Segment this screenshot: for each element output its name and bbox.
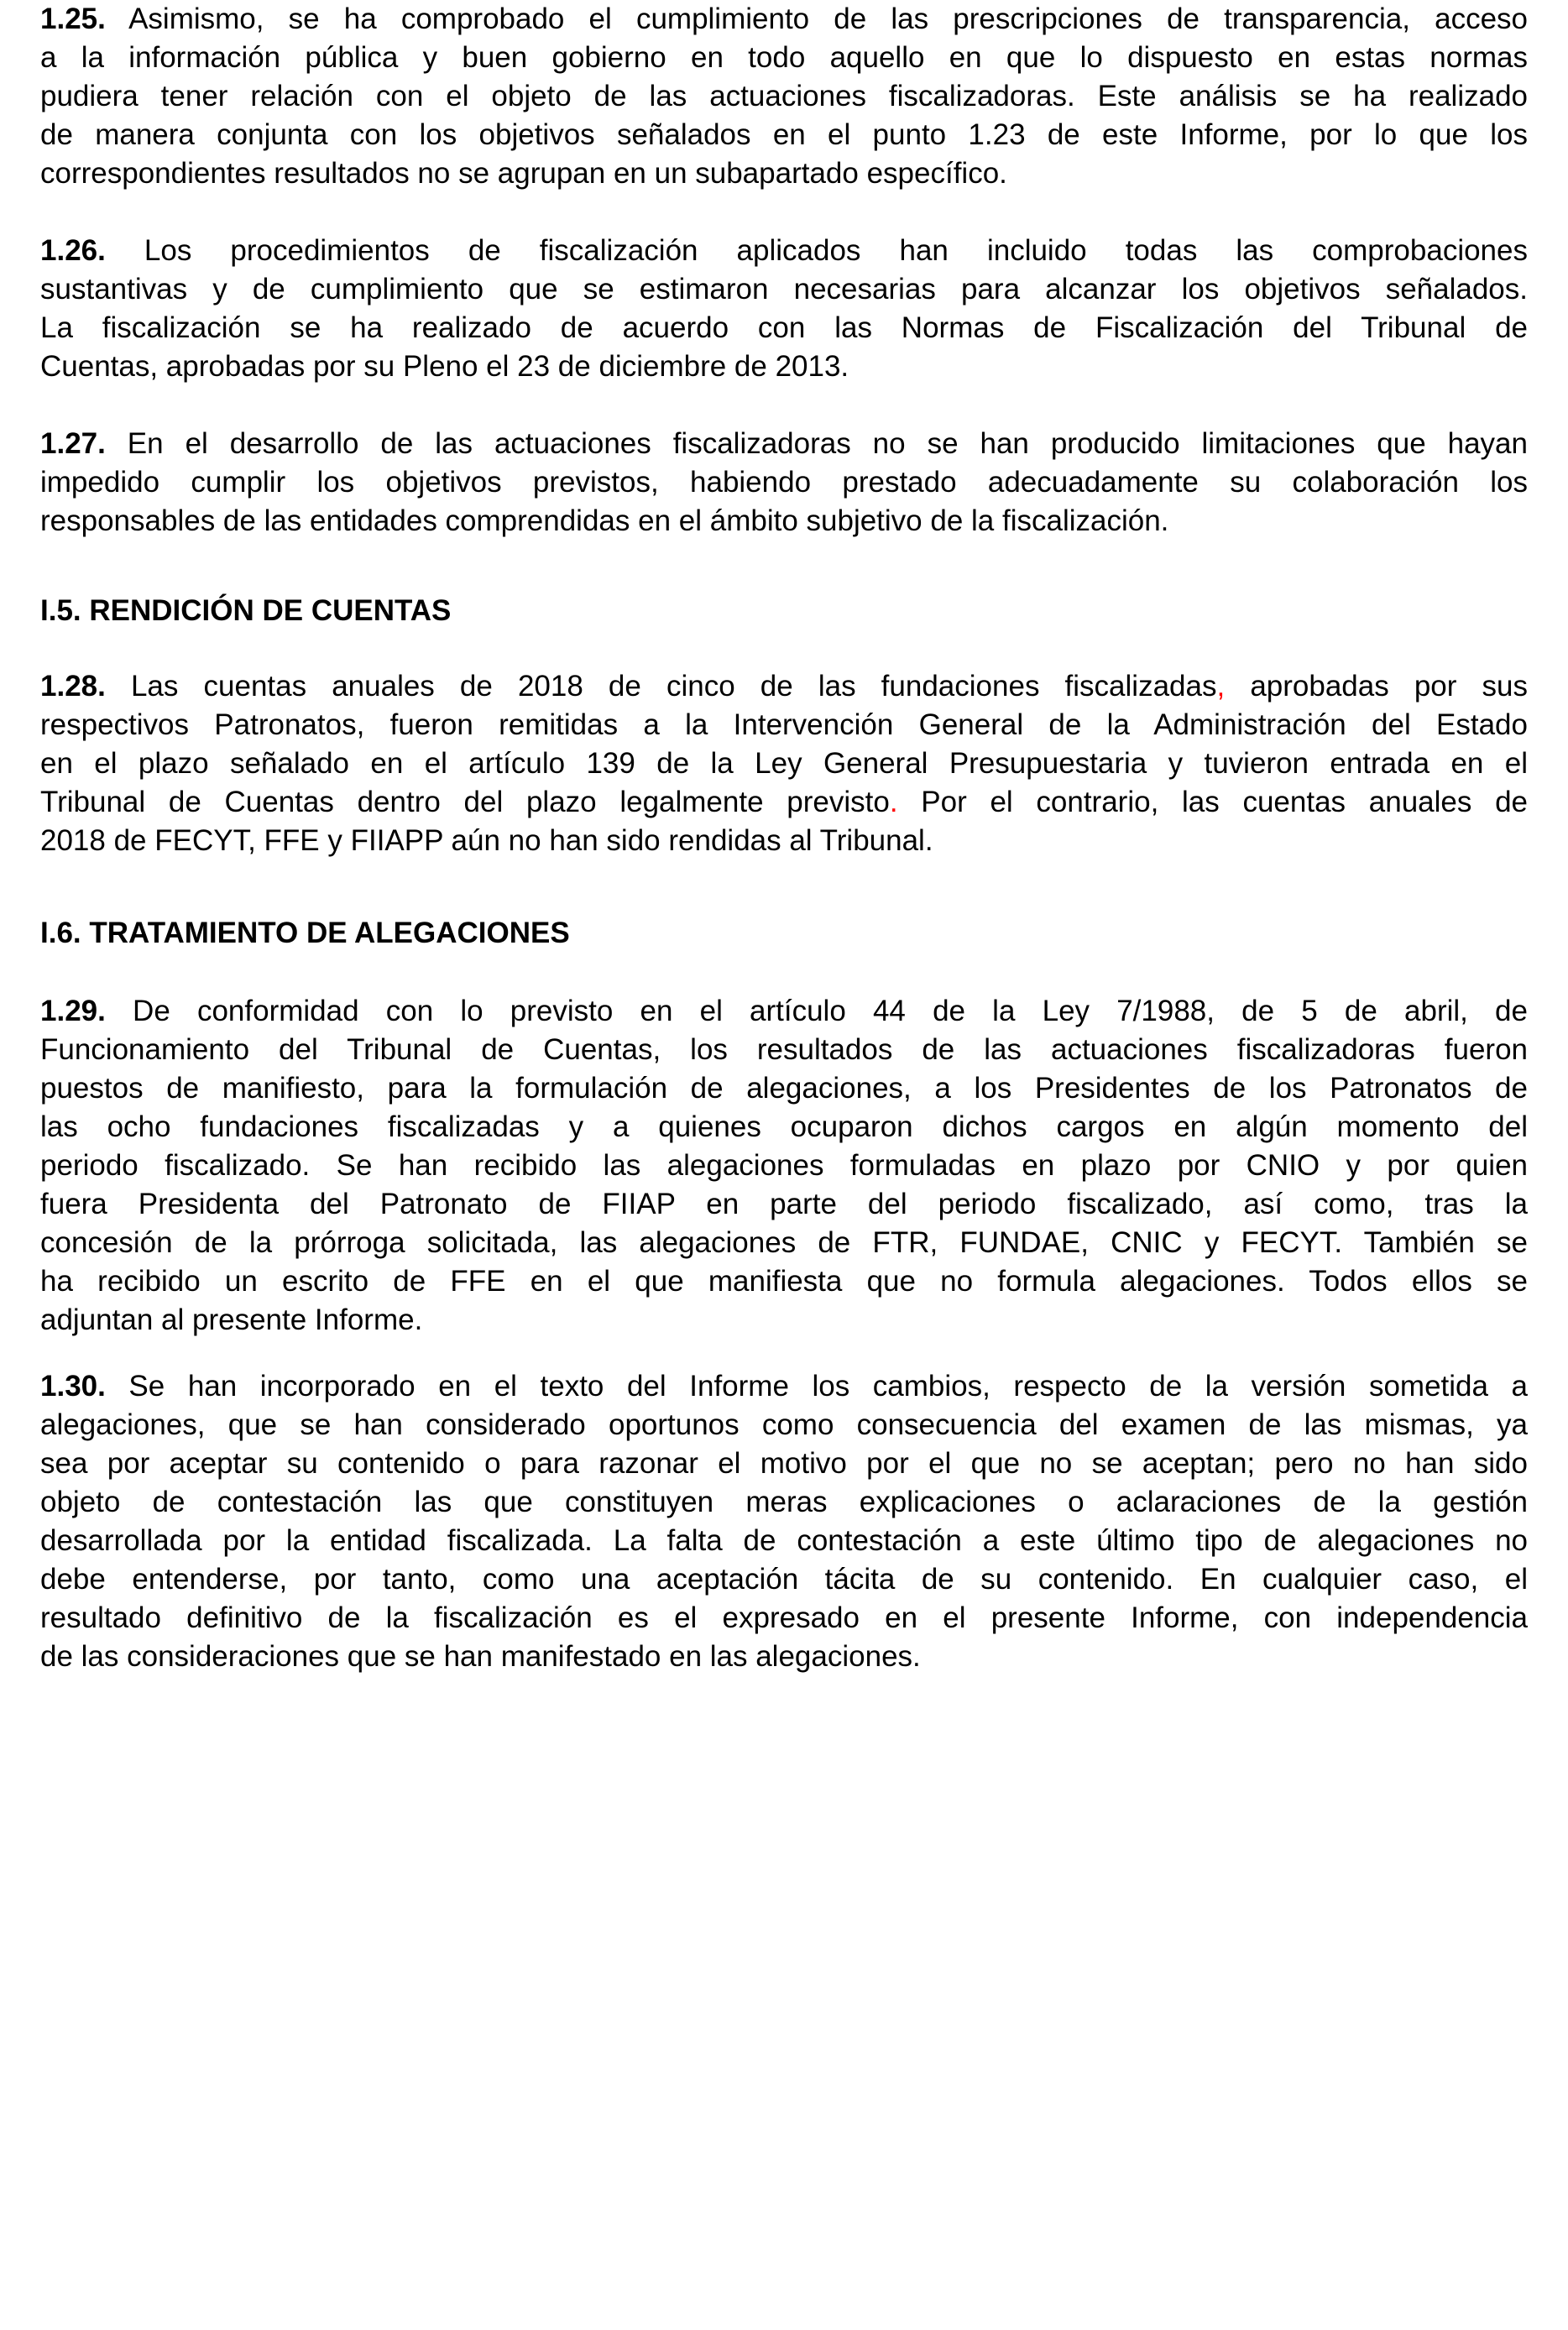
paragraph-1-30 — [40, 1367, 1528, 1676]
paragraph-1-26 — [40, 232, 1528, 386]
section-heading-tratamiento-de-alegaciones: I.6. TRATAMIENTO DE ALEGACIONES — [40, 917, 570, 949]
paragraph-line: de las consideraciones que se han manifestado en las alegaciones. — [40, 1640, 921, 1673]
paragraph-line: 1.27. En el desarrollo de las actuaciones fiscalizadoras no se han producido limitaciones que hayan — [40, 427, 1528, 460]
paragraph-line: fuera Presidenta del Patronato de FIIAP en parte del periodo fiscalizado, así como, tras la — [40, 1188, 1528, 1220]
paragraph-line: resultado definitivo de la fiscalización es el expresado en el presente Informe, con independencia — [40, 1601, 1528, 1634]
paragraph-line: desarrollada por la entidad fiscalizada. La falta de contestación a este último tipo de alegaciones no — [40, 1524, 1528, 1557]
highlighted-comma: , — [1216, 670, 1226, 703]
paragraph-line: puestos de manifiesto, para la formulación de alegaciones, a los Presidentes de los Patronatos de — [40, 1072, 1528, 1105]
paragraph-number: 1.25. — [40, 3, 106, 35]
paragraph-line: a la información pública y buen gobierno en todo aquello en que lo dispuesto en estas normas — [40, 41, 1528, 74]
paragraph-line: 1.28. Las cuentas anuales de 2018 de cinco de las fundaciones fiscalizadas, aprobadas por sus — [40, 670, 1528, 703]
section-heading-rendicion-de-cuentas: I.5. RENDICIÓN DE CUENTAS — [40, 594, 452, 627]
paragraph-line: respectivos Patronatos, fueron remitidas a la Intervención General de la Administración del Estado — [40, 708, 1528, 741]
paragraph-line: Funcionamiento del Tribunal de Cuentas, los resultados de las actuaciones fiscalizadoras fueron — [40, 1033, 1528, 1066]
paragraph-line: periodo fiscalizado. Se han recibido las alegaciones formuladas en plazo por CNIO y por quien — [40, 1149, 1528, 1182]
paragraph-line: impedido cumplir los objetivos previstos, habiendo prestado adecuadamente su colaboración los — [40, 466, 1528, 499]
paragraph-line: de manera conjunta con los objetivos señalados en el punto 1.23 de este Informe, por lo que los — [40, 118, 1528, 151]
highlighted-period: . — [889, 786, 898, 818]
paragraph-line: correspondientes resultados no se agrupan en un subapartado específico. — [40, 157, 1007, 190]
paragraph-line: sustantivas y de cumplimiento que se estimaron necesarias para alcanzar los objetivos señalados. — [40, 273, 1528, 306]
paragraph-line: 1.25. Asimismo, se ha comprobado el cumplimiento de las prescripciones de transparencia, acceso — [40, 3, 1528, 35]
paragraph-line: Cuentas, aprobadas por su Pleno el 23 de diciembre de 2013. — [40, 350, 849, 383]
paragraph-line: adjuntan al presente Informe. — [40, 1303, 423, 1336]
paragraph-line: concesión de la prórroga solicitada, las alegaciones de FTR, FUNDAE, CNIC y FECYT. También se — [40, 1226, 1528, 1259]
paragraph-number: 1.30. — [40, 1370, 106, 1403]
paragraph-number: 1.27. — [40, 427, 106, 460]
paragraph-line: en el plazo señalado en el artículo 139 de la Ley General Presupuestaria y tuvieron entrada en el — [40, 747, 1528, 780]
paragraph-line: alegaciones, que se han considerado oportunos como consecuencia del examen de las mismas, ya — [40, 1408, 1528, 1441]
paragraph-line: pudiera tener relación con el objeto de las actuaciones fiscalizadoras. Este análisis se ha realizado — [40, 80, 1528, 112]
paragraph-1-25 — [40, 0, 1528, 193]
paragraph-line: La fiscalización se ha realizado de acuerdo con las Normas de Fiscalización del Tribunal de — [40, 311, 1528, 344]
paragraph-line: Tribunal de Cuentas dentro del plazo legalmente previsto. Por el contrario, las cuentas anuales de — [40, 786, 1529, 818]
paragraph-number: 1.29. — [40, 995, 106, 1027]
paragraph-1-28 — [40, 667, 1528, 860]
paragraph-number: 1.26. — [40, 234, 106, 267]
paragraph-line: 1.29. De conformidad con lo previsto en el artículo 44 de la Ley 7/1988, de 5 de abril, de — [40, 995, 1528, 1027]
paragraph-line: 1.30. Se han incorporado en el texto del Informe los cambios, respecto de la versión sometida a — [40, 1370, 1528, 1403]
paragraph-number: 1.28. — [40, 670, 106, 703]
paragraph-line: responsables de las entidades comprendidas en el ámbito subjetivo de la fiscalización. — [40, 504, 1169, 537]
paragraph-line: sea por aceptar su contenido o para razonar el motivo por el que no se aceptan; pero no han sido — [40, 1447, 1528, 1480]
paragraph-line: ha recibido un escrito de FFE en el que manifiesta que no formula alegaciones. Todos ellos se — [40, 1265, 1528, 1298]
paragraph-line: las ocho fundaciones fiscalizadas y a quienes ocuparon dichos cargos en algún momento del — [40, 1110, 1528, 1143]
paragraph-line: 1.26. Los procedimientos de fiscalización aplicados han incluido todas las comprobaciones — [40, 234, 1528, 267]
paragraph-line: debe entenderse, por tanto, como una aceptación tácita de su contenido. En cualquier caso, el — [40, 1563, 1528, 1596]
paragraph-line: objeto de contestación las que constituyen meras explicaciones o aclaraciones de la gestión — [40, 1486, 1528, 1518]
paragraph-line: 2018 de FECYT, FFE y FIIAPP aún no han sido rendidas al Tribunal. — [40, 824, 933, 857]
paragraph-1-27 — [40, 425, 1528, 541]
paragraph-1-29 — [40, 992, 1528, 1340]
